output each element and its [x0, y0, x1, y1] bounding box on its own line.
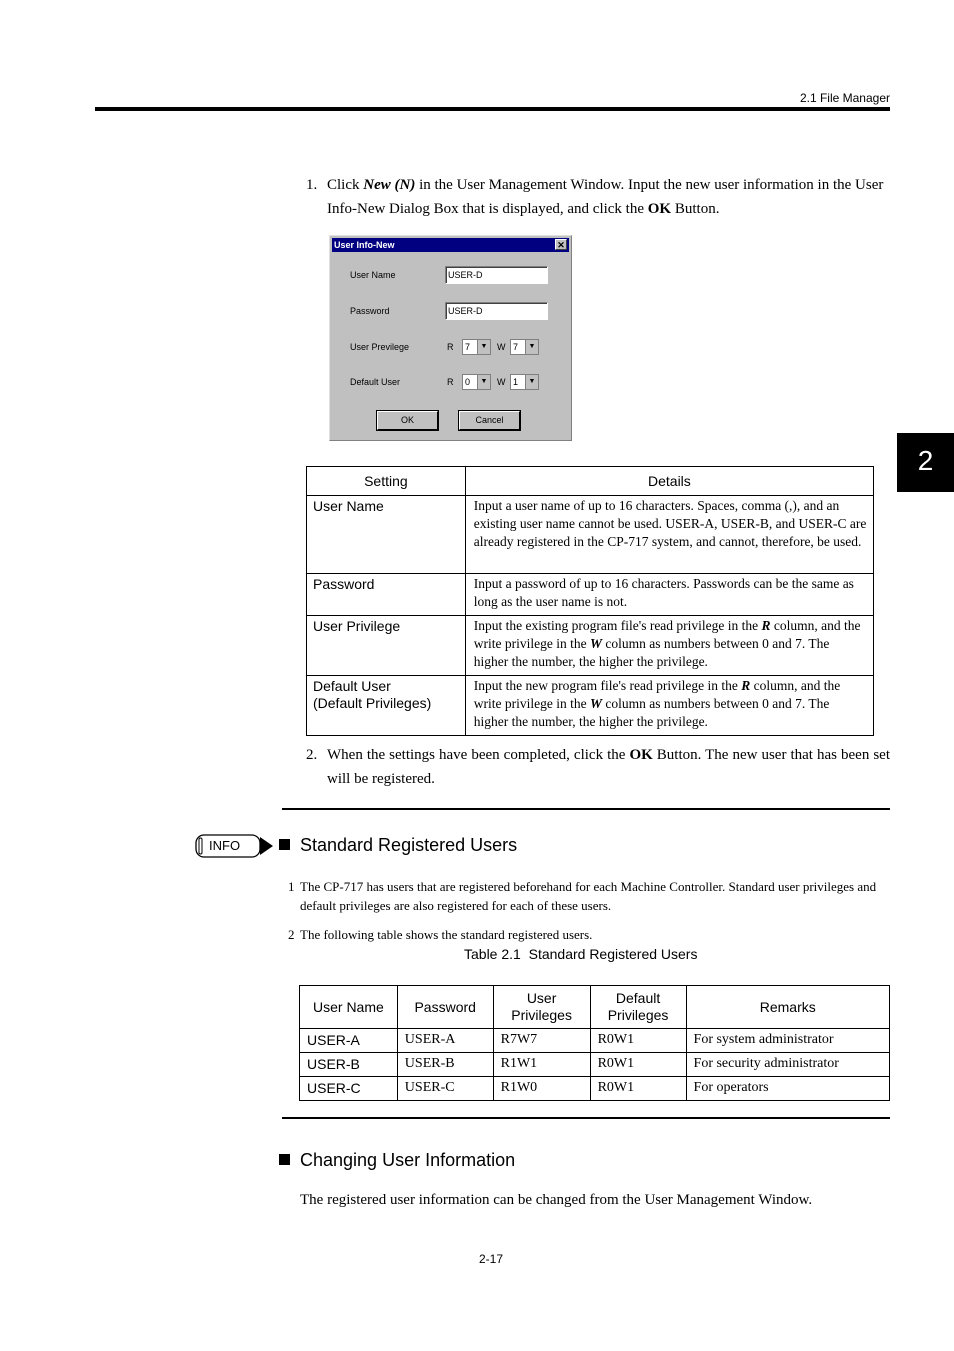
step-2: 2. When the settings have been completed, click the OK Button. The new user that has been set will be registered. — [306, 747, 890, 787]
table-caption: Table 2.1 Standard Registered Users — [464, 946, 698, 962]
step-1: 1. Click New (N) in the User Management Window. Input the new user information in the User Info-New Dialog Box that is displayed, and click the OK Button. — [306, 177, 884, 217]
header-remarks: Remarks — [686, 986, 889, 1029]
table-row — [307, 574, 874, 616]
user-name-input[interactable]: USER-D — [445, 266, 548, 284]
setting-cell: Password — [307, 574, 466, 616]
settings-table — [306, 466, 874, 736]
ok-button[interactable]: OK — [377, 411, 438, 430]
table-row: USER-C USER-C R1W0 R0W1 For operators — [300, 1077, 890, 1101]
table-row: USER-B USER-B R1W1 R0W1 For security administrator — [300, 1053, 890, 1077]
section-body: The registered user information can be changed from the User Management Window. — [300, 1192, 813, 1208]
password-label: Password — [350, 306, 390, 316]
default-r-label: R — [447, 377, 454, 387]
square-bullet-icon — [279, 839, 290, 850]
chevron-down-icon[interactable]: ▼ — [477, 375, 490, 389]
user-info-new-dialog — [329, 235, 572, 441]
table-row — [307, 616, 874, 676]
page-number: 2-17 — [479, 1252, 504, 1266]
table-header-row — [307, 467, 874, 496]
standard-users-table — [299, 985, 890, 1101]
table-row: USER-A USER-A R7W7 R0W1 For system administrator — [300, 1029, 890, 1053]
details-cell: Input the existing program file's read privilege in the R column, and the write privilege in the W column as numbers between 0 and 7. The higher the number, the higher the privilege. — [465, 616, 873, 676]
cancel-button[interactable]: Cancel — [459, 411, 520, 430]
user-privilege-label: User Previlege — [350, 342, 410, 352]
note-1: 1 The CP-717 has users that are registered beforehand for each Machine Controller. Standard user privileges and default privileges are also registered for each of these users. — [288, 879, 877, 913]
header-details: Details — [465, 467, 873, 496]
default-w-label: W — [497, 377, 506, 387]
info-badge-label: INFO — [209, 838, 241, 853]
table-row — [307, 496, 874, 574]
details-cell: Input a user name of up to 16 characters. Spaces, comma (,), and an existing user name cannot be used. USER-A, USER-B, and USER-C are already registered in the CP-717 system, and cannot, therefore, be used. — [465, 496, 873, 574]
details-cell: Input the new program file's read privilege in the R column, and the write privilege in the W column as numbers between 0 and 7. The higher the number, the higher the privilege. — [465, 676, 873, 736]
close-icon[interactable]: ✕ — [555, 239, 567, 250]
chevron-down-icon[interactable]: ▼ — [477, 340, 490, 354]
header-password: Password — [397, 986, 493, 1029]
default-r-select[interactable]: 0 ▼ — [462, 374, 491, 390]
privilege-r-select[interactable]: 7 ▼ — [462, 339, 491, 355]
section-title-standard-users: Standard Registered Users — [279, 835, 517, 856]
dialog-title-bar: User Info-New ✕ — [332, 238, 569, 252]
header-user-privileges: User Privileges — [493, 986, 590, 1029]
header-user-name: User Name — [300, 986, 398, 1029]
section-title-changing-user-info: Changing User Information — [279, 1150, 515, 1171]
default-w-select[interactable]: 1 ▼ — [510, 374, 539, 390]
setting-cell: User Name — [307, 496, 466, 574]
setting-cell: User Privilege — [307, 616, 466, 676]
square-bullet-icon — [279, 1154, 290, 1165]
table-header-row — [300, 986, 890, 1029]
table-row — [307, 676, 874, 736]
header-setting: Setting — [307, 467, 466, 496]
chevron-down-icon[interactable]: ▼ — [525, 340, 538, 354]
privilege-r-label: R — [447, 342, 454, 352]
chapter-tab: 2 — [897, 433, 954, 492]
chevron-down-icon[interactable]: ▼ — [525, 375, 538, 389]
header-default-privileges: Default Privileges — [590, 986, 686, 1029]
setting-cell: Default User (Default Privileges) — [307, 676, 466, 736]
header-rule — [95, 107, 890, 111]
user-name-label: User Name — [350, 270, 396, 280]
section-divider — [282, 1117, 890, 1119]
details-cell: Input a password of up to 16 characters. Passwords can be the same as long as the user name is not. — [465, 574, 873, 616]
running-header: 2.1 File Manager — [799, 91, 890, 105]
password-input[interactable]: USER-D — [445, 302, 548, 320]
section-divider — [282, 808, 890, 810]
privilege-w-select[interactable]: 7 ▼ — [510, 339, 539, 355]
privilege-w-label: W — [497, 342, 506, 352]
default-user-label: Default User — [350, 377, 401, 387]
note-2: 2 The following table shows the standard registered users. — [288, 927, 593, 942]
